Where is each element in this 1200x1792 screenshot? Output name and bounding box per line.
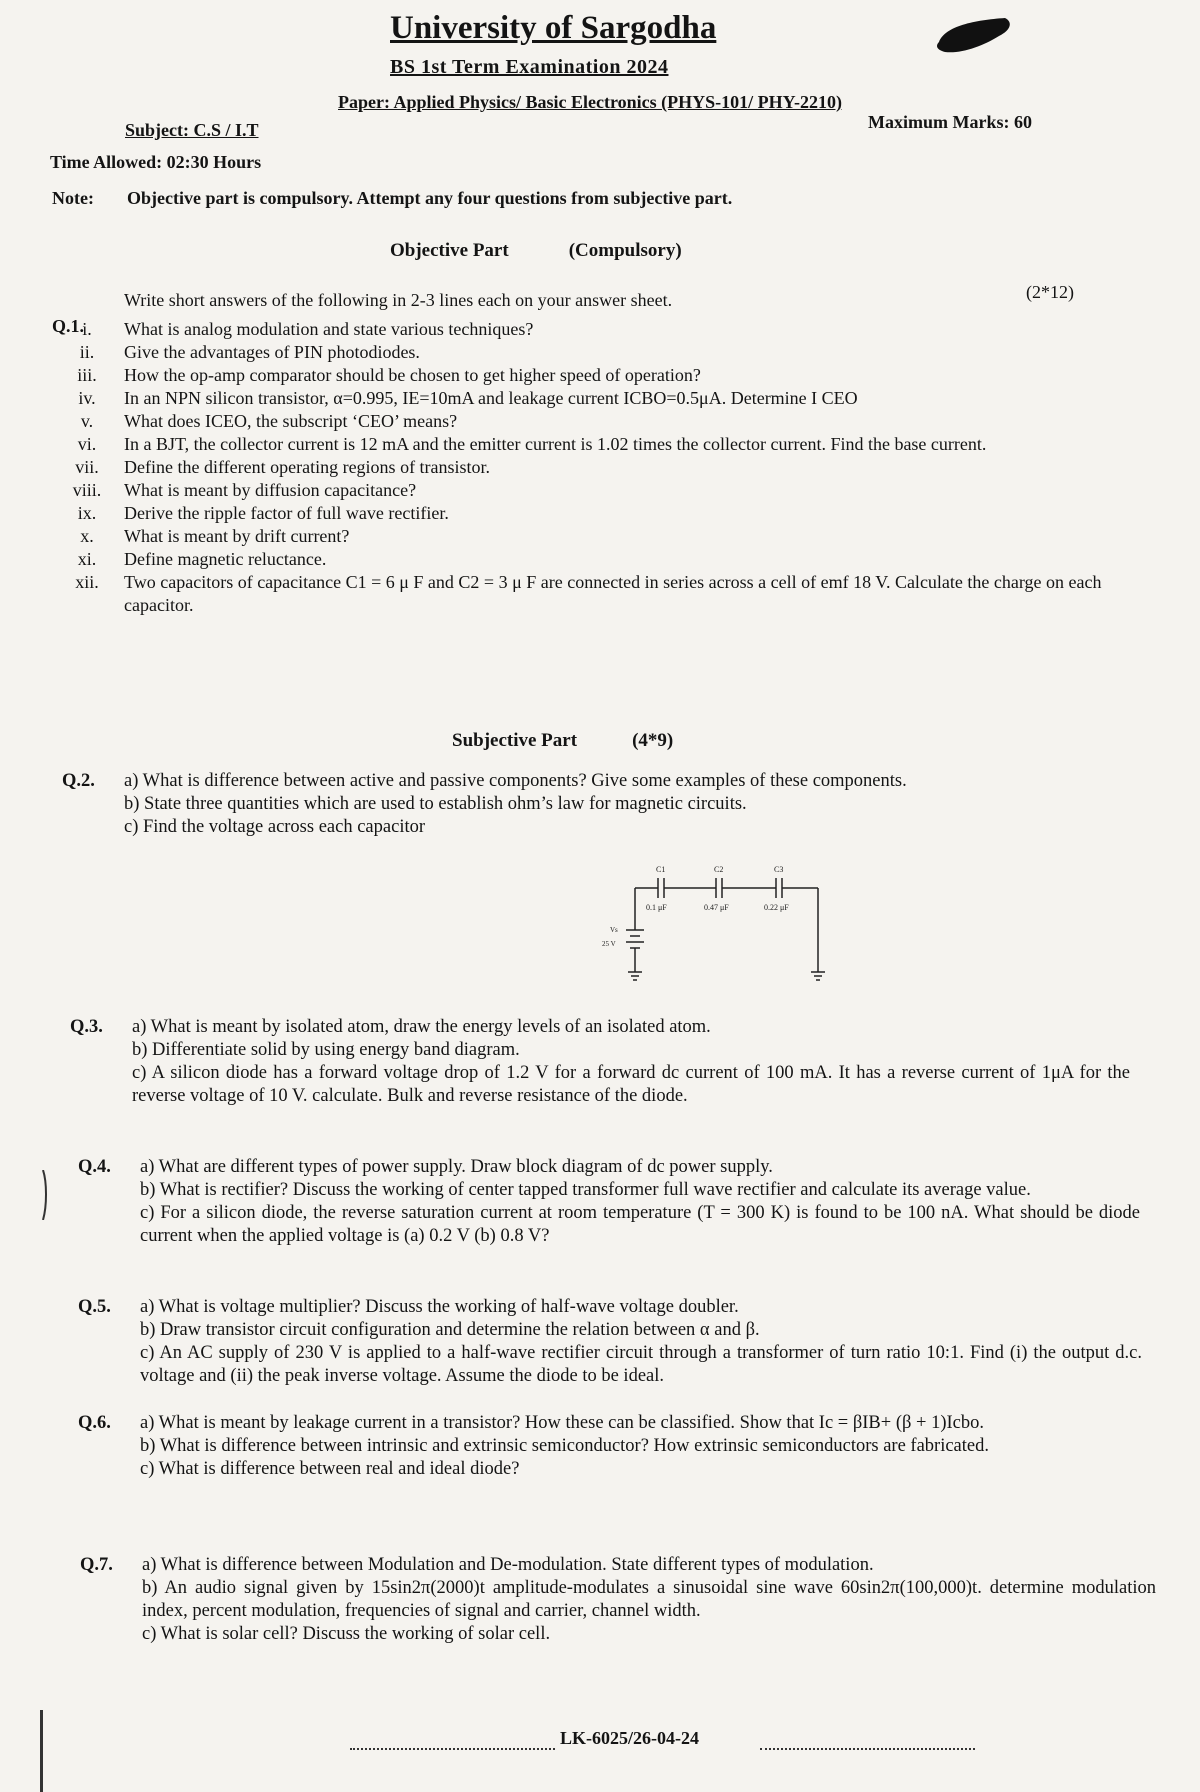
- margin-mark: [42, 1170, 48, 1220]
- question-part: a) What is meant by isolated atom, draw the energy levels of an isolated atom.: [132, 1017, 711, 1037]
- footer-rule-left: [350, 1748, 555, 1750]
- c2-value: 0.47 μF: [704, 903, 729, 912]
- note-label: Note:: [52, 188, 94, 208]
- question-q6: [78, 1412, 1148, 1481]
- question-part: b) Draw transistor circuit configuration and determine the relation between α and β.: [140, 1320, 760, 1340]
- list-item: x. What is meant by drift current?: [80, 526, 350, 546]
- subject-label: Subject: C.S / I.T: [125, 120, 259, 140]
- question-q5: [78, 1296, 1142, 1388]
- q1-items: [50, 318, 1110, 617]
- question-part: c) A silicon diode has a forward voltage drop of 1.2 V for a forward dc current of 100 mA. It has a reverse current of 1μA for the reverse voltage of 10 V. calculate. Bulk and reverse resistance of the diode.: [132, 1063, 1130, 1106]
- question-part: b) An audio signal given by 15sin2π(2000)t amplitude-modulates a sinusoidal sine wave 60sin2π(100,000)t. determine modulation index, percent modulation, frequencies of signal and carrier, channel width.: [142, 1578, 1156, 1621]
- question-part: c) What is difference between real and ideal diode?: [140, 1459, 520, 1479]
- note-text: Objective part is compulsory. Attempt any four questions from subjective part.: [127, 188, 733, 208]
- source-value: 25 V: [602, 940, 616, 948]
- question-part: b) What is rectifier? Discuss the working of center tapped transformer full wave rectifier and calculate its average value.: [140, 1180, 1031, 1200]
- footer-code: LK-6025/26-04-24: [560, 1728, 699, 1748]
- subjective-marks: (4*9): [632, 730, 674, 751]
- q1-instruction: Write short answers of the following in 2-3 lines each on your answer sheet.: [124, 290, 673, 310]
- footer-rule-right: [760, 1748, 975, 1750]
- question-part: a) What is difference between active and passive components? Give some examples of these components.: [124, 771, 907, 791]
- question-part: a) What is voltage multiplier? Discuss the working of half-wave voltage doubler.: [140, 1297, 739, 1317]
- subjective-title: Subjective Part: [452, 730, 578, 751]
- question-label: Q.7.: [80, 1555, 113, 1575]
- question-part: b) State three quantities which are used to establish ohm’s law for magnetic circuits.: [124, 794, 747, 814]
- list-item: v. What does ICEO, the subscript ‘CEO’ means?: [80, 411, 458, 431]
- list-item: xi. Define magnetic reluctance.: [77, 549, 327, 569]
- ink-blot: [935, 16, 1015, 56]
- c3-label: C3: [774, 865, 784, 874]
- q1-marks: (2*12): [1026, 282, 1074, 302]
- list-item: vi. In a BJT, the collector current is 12 mA and the emitter current is 1.02 times the collector current. Find the base current.: [77, 434, 987, 454]
- question-part: c) What is solar cell? Discuss the working of solar cell.: [142, 1624, 551, 1644]
- list-item: i. What is analog modulation and state various techniques?: [82, 319, 534, 339]
- question-q2: [62, 770, 1107, 839]
- time-allowed: Time Allowed: 02:30 Hours: [50, 152, 262, 172]
- paper-title: Paper: Applied Physics/ Basic Electronics (PHYS-101/ PHY-2210): [338, 92, 842, 112]
- question-part: c) Find the voltage across each capacitor: [124, 817, 426, 837]
- list-item: iv. In an NPN silicon transistor, α=0.995, IE=10mA and leakage current ICBO=0.5μA. Determine I CEO: [78, 388, 858, 408]
- question-q7: [80, 1554, 1156, 1646]
- c3-value: 0.22 μF: [764, 903, 789, 912]
- c1-value: 0.1 μF: [646, 903, 667, 912]
- list-item: ix. Derive the ripple factor of full wave rectifier.: [77, 503, 449, 523]
- question-part: c) An AC supply of 230 V is applied to a half-wave rectifier circuit through a transformer of turn ratio 10:1. Find (i) the output d.c. voltage and (ii) the peak inverse voltage. Assume the diode to be ideal.: [140, 1343, 1142, 1386]
- list-item: iii. How the op-amp comparator should be chosen to get higher speed of operation?: [77, 365, 701, 385]
- capacitor-circuit-diagram: [580, 860, 850, 990]
- page-edge-shadow: [40, 1710, 43, 1792]
- question-label: Q.6.: [78, 1413, 111, 1433]
- source-label: Vs: [610, 926, 618, 934]
- list-item: viii. What is meant by diffusion capacitance?: [72, 480, 417, 500]
- c2-label: C2: [714, 865, 724, 874]
- question-label: Q.2.: [62, 771, 95, 791]
- list-item: vii. Define the different operating regions of transistor.: [75, 457, 491, 477]
- list-item: ii. Give the advantages of PIN photodiodes.: [79, 342, 420, 362]
- question-part: b) Differentiate solid by using energy band diagram.: [132, 1040, 520, 1060]
- subjective-heading: [452, 730, 673, 752]
- question-label: Q.4.: [78, 1157, 111, 1177]
- question-label: Q.3.: [70, 1017, 103, 1037]
- c1-label: C1: [656, 865, 666, 874]
- q1-label: Q.1.: [52, 316, 85, 336]
- note: [52, 188, 732, 209]
- question-part: a) What is difference between Modulation and De-modulation. State different types of modulation.: [142, 1555, 874, 1575]
- university-title: University of Sargodha: [390, 10, 717, 46]
- exam-title: BS 1st Term Examination 2024: [390, 56, 669, 78]
- list-item: xii. Two capacitors of capacitance C1 = 6 μ F and C2 = 3 μ F are connected in series across a cell of emf 18 V. Calculate the charge on each capacitor.: [75, 572, 1102, 615]
- question-q4: [78, 1156, 1140, 1248]
- question-part: a) What are different types of power supply. Draw block diagram of dc power supply.: [140, 1157, 773, 1177]
- max-marks: Maximum Marks: 60: [868, 112, 1032, 132]
- question-label: Q.5.: [78, 1297, 111, 1317]
- objective-title: Objective Part: [390, 240, 509, 261]
- question-q3: [70, 1016, 1130, 1108]
- question-part: b) What is difference between intrinsic and extrinsic semiconductor? How extrinsic semiconductors are fabricated.: [140, 1436, 989, 1456]
- objective-compulsory: (Compulsory): [568, 240, 682, 261]
- question-part: a) What is meant by leakage current in a transistor? How these can be classified. Show that Ic = βIB+ (β + 1)Icbo.: [140, 1413, 984, 1433]
- objective-heading: [390, 240, 682, 262]
- question-part: c) For a silicon diode, the reverse saturation current at room temperature (T = 300 K) is found to be 100 nA. What should be diode current when the applied voltage is (a) 0.2 V (b) 0.8 V?: [140, 1203, 1140, 1246]
